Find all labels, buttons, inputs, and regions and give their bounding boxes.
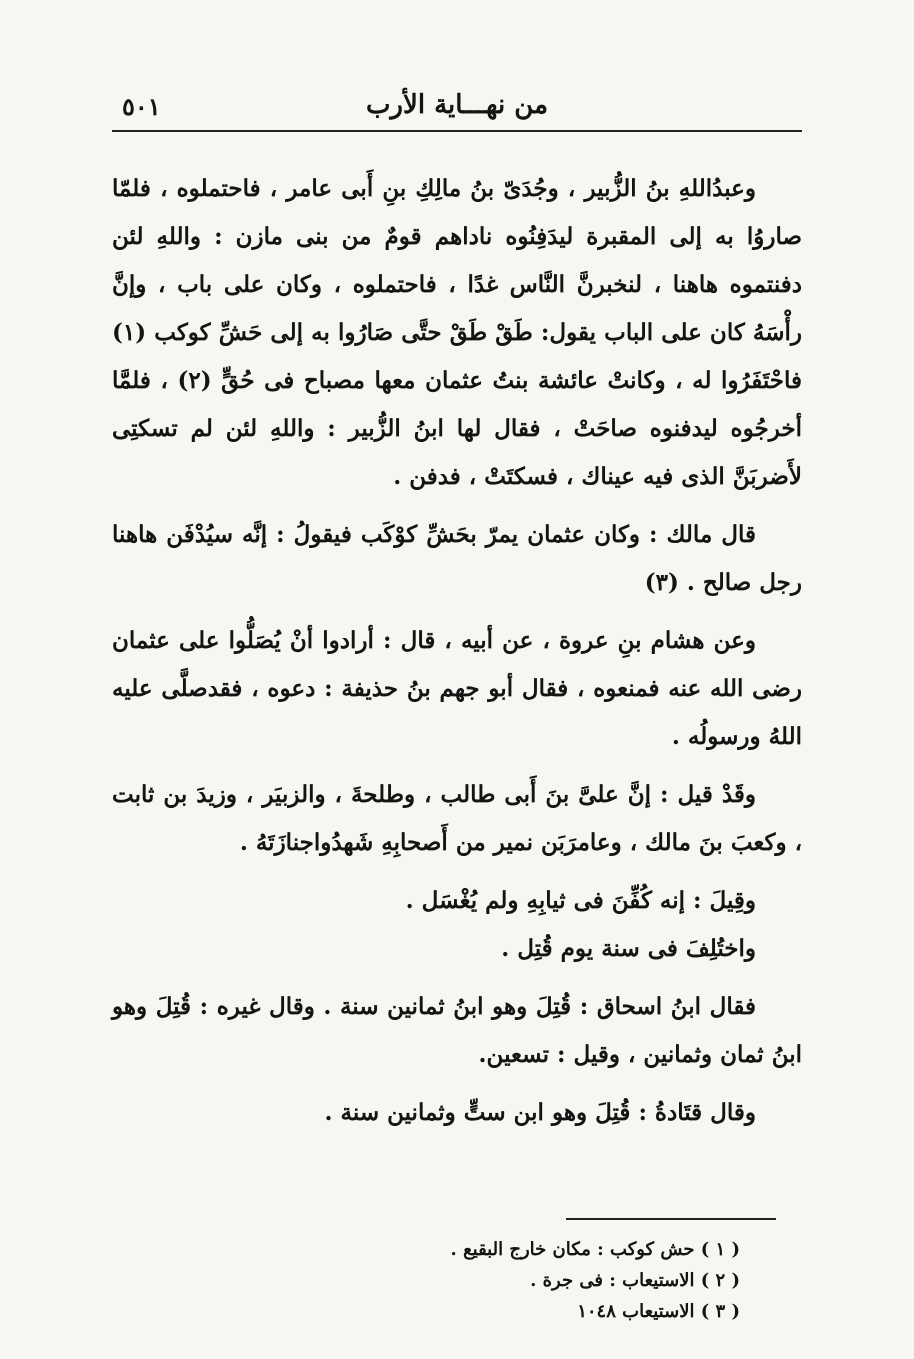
footnote-3: ( ٣ ) الاستيعاب ١٠٤٨ [577,1301,740,1322]
body-text [112,165,802,1147]
paragraph-age-qatada: وقال قتَادةُ : قُتِلَ وهو ابن ستٍّ وثمانين سنة . [324,1099,756,1126]
footnote-divider [566,1218,776,1220]
page-number: ٥٠١ [122,92,161,121]
footnote-1: ( ١ ) حش كوكب : مكان خارج البقيع . [450,1239,740,1260]
footnotes [330,1234,740,1327]
footnote-2: ( ٢ ) الاستيعاب : فى جرة . [530,1270,740,1291]
page-header [112,82,802,132]
paragraph-age-ishaq: فقال ابنُ اسحاق : قُتِلَ وهو ابنُ ثمانين سنة . وقال غيره : قُتِلَ وهو ابنُ ثمان وثمانين ، وقيل : تسعين. [112,993,802,1068]
paragraph-hisham: وعن هشام بنِ عروة ، عن أبيه ، قال : أرادوا أنْ يُصَلُّوا على عثمان رضى الله عنه فمنعوه ، فقال أبو جهم بنُ حذيفة : دعوه ، فقدصلَّى عليه اللهُ ورسولُه . [112,627,802,750]
paragraph-burial: وعبدُاللهِ بنُ الزُّبير ، وجُدَىّ بنُ مالِكِ بنِ أَبى عامر ، فاحتملوه ، فلمّا صاروُا به إلى المقبرة ليدَفِنُوه ناداهم قومٌ من بنى مازن : واللهِ لئن دفنتموه هاهنا ، لنخبرنَّ النَّاس غدًا ، فاحتملوه ، وكان على باب ، وإنَّ رأْسَهُ كان على الباب يقول: طَقْ طَقْ حتَّى صَارُوا به إلى حَشِّ كوكب (١) فاحْتَفَرُوا له ، وكانتْ عائشة بنتُ عثمان معها مصباح فى حُقٍّ (٢) ، فلمَّا أخرجُوه ليدفنوه صاحَتْ ، فقال لها ابنُ الزُّبير : واللهِ لئن لم تسكتِى لأَضربَنَّ الذى فيه عيناك ، فسكتَتْ ، فدفن . [112,175,803,490]
paragraph-shroud: وقِيلَ : إنه كُفِّنَ فى ثيابِهِ ولم يُغْسَل . [405,887,756,914]
running-title: من نهـــاية الأرب [365,90,549,120]
paragraph-witnesses: وقَدْ قيل : إنَّ علىَّ بنَ أَبى طالب ، وطلحةَ ، والزبيَر ، وزيدَ بن ثابت ، وكعبَ بنَ مالك ، وعامرَبَن نمير من أَصحابِهِ شَهدُواجنازَتَهُ . [112,781,802,856]
paragraph-disagreement: واختُلِفَ فى سنة يوم قُتِل . [501,935,756,962]
paragraph-malik: قال مالك : وكان عثمان يمرّ بحَشِّ كوْكَب فيقولُ : إنَّه سيُدْفَن هاهنا رجل صالح . (٣) [112,521,802,596]
